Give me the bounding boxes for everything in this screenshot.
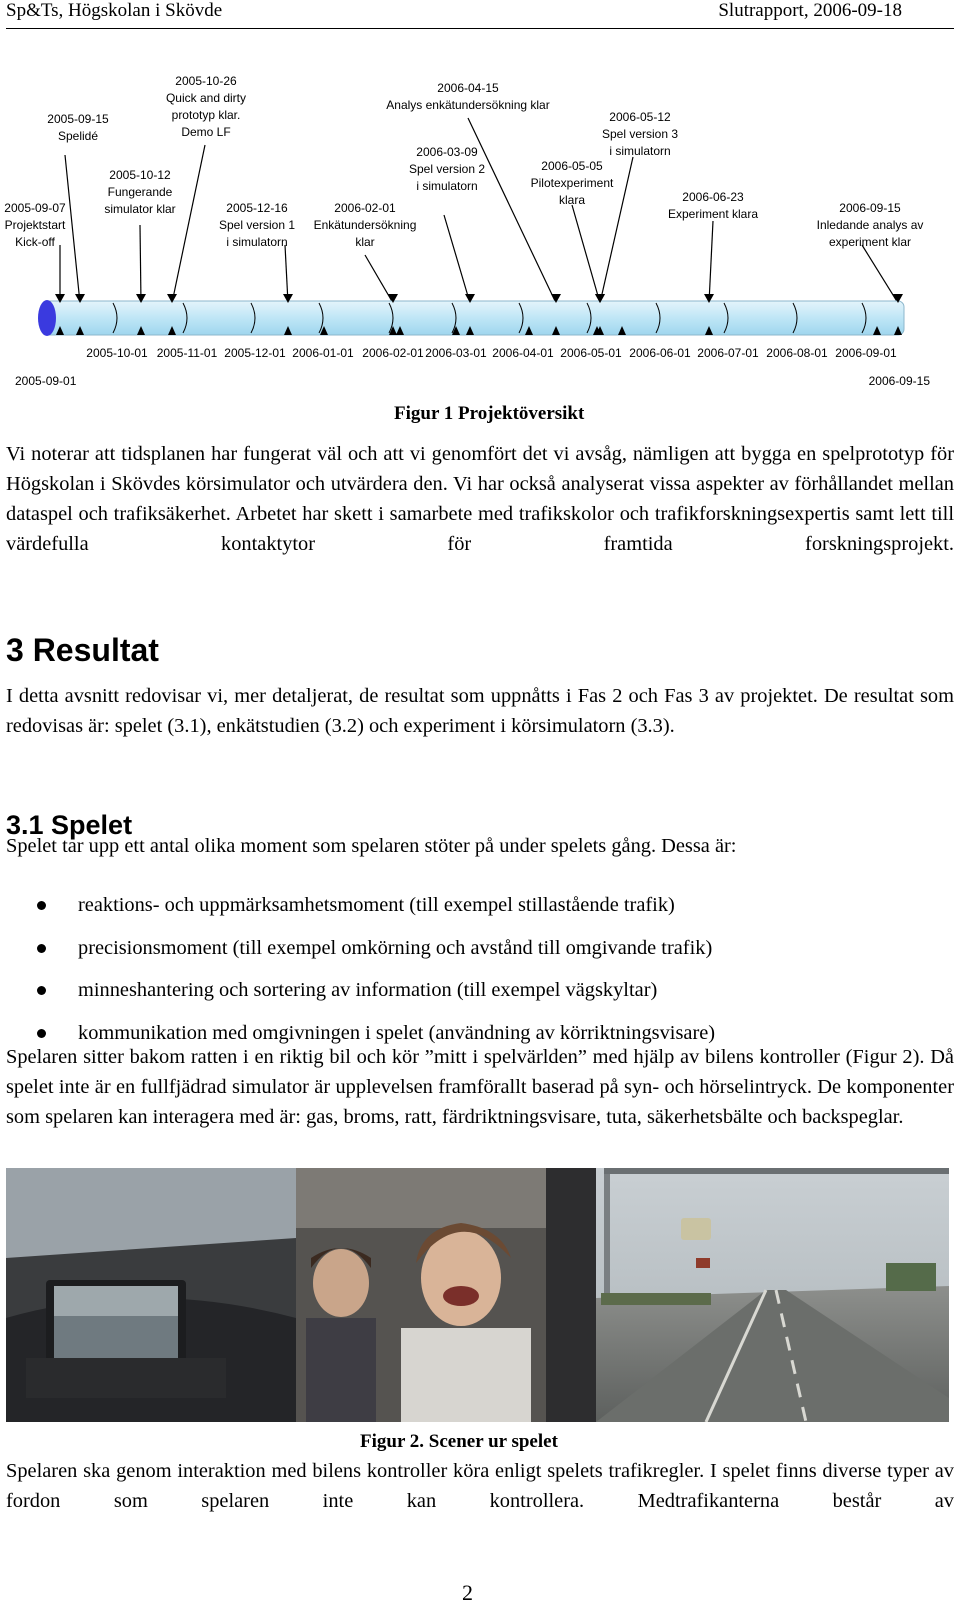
list-item: precisionsmoment (till exempel omkörning och avstånd till omgivande trafik) [0,933,950,976]
bullet-icon [37,901,46,910]
page-number: 2 [462,1580,473,1605]
paragraph-spelet-intro: Spelet tar upp ett antal olika moment som spelaren stöter på under spelets gång. Dessa är: [6,835,737,857]
event-pointer-line [65,155,80,303]
event-pointer-line [862,245,898,303]
timeline-start-label: 2005-09-01 [15,374,77,388]
month-tick-label: 2006-06-01 [629,346,691,360]
event-label: 2005-09-15 Spelidé [47,112,109,143]
game-scenes-photo [6,1168,949,1422]
event-label: 2006-05-05 Pilotexperiment klara [530,159,614,207]
figure2-caption: Figur 2. Scener ur spelet [360,1431,558,1452]
event-label: 2006-09-15 Inledande analys av experiment klar [816,201,924,249]
list-item: reaktions- och uppmärksamhetsmoment (till exempel stillastående trafik) [0,890,950,933]
paragraph-trafikregler: Spelaren ska genom interaktion med bilens kontroller köra enligt spelets trafikregler. I spelet finns diverse typer av fordon som spelaren inte kan kontrollera. Medtrafikanterna består av [6,1460,954,1512]
header-right: Slutrapport, 2006-09-18 [718,0,902,21]
timeline-end-label: 2006-09-15 [868,374,930,388]
timeline-start-marker [38,300,56,336]
paragraph-spelaren: Spelaren sitter bakom ratten i en riktig bil och kör ”mitt i spelvärlden” med hjälp av bilens kontroller (Figur 2). Då spelet inte är en fullfjädrad simulator är upplevelsen framförallt baserad på syn- och hörselintryck. De komponenter som spelaren kan interagera med är: gas, broms, ratt, färdriktningsvisare, tuta, säkerhetsbälte och backspeglar. [6,1046,954,1128]
month-tick-label: 2006-03-01 [425,346,487,360]
paragraph-resultat-intro: I detta avsnitt redovisar vi, mer detaljerat, de resultat som uppnåtts i Fas 2 och Fas 3 av projektet. De resultat som redovisas är: spelet (3.1), enkätstudien (3.2) och experiment i körsimulatorn (3.3). [6,685,954,737]
event-label: 2006-05-12 Spel version 3 i simulatorn [601,110,679,158]
bullet-icon [37,986,46,995]
event-label: 2006-03-09 Spel version 2 i simulatorn [408,145,486,193]
moment-list [0,890,950,1060]
bullet-icon [37,1029,46,1038]
event-pointer-line [172,145,205,303]
event-label: 2006-04-15 Analys enkätundersökning klar [386,81,550,112]
month-tick-label: 2006-07-01 [697,346,759,360]
month-tick-label: 2005-11-01 [156,346,218,360]
list-item: minneshantering och sortering av information (till exempel vägskyltar) [0,975,950,1018]
event-label: 2005-10-26 Quick and dirty prototyp klar. Demo LF [165,74,247,139]
month-tick-label: 2005-10-01 [86,346,148,360]
project-timeline [0,55,960,405]
event-pointer-line [572,205,600,303]
section-title-resultat: 3 Resultat [6,632,159,668]
month-tick-label: 2006-04-01 [492,346,554,360]
figure1-caption: Figur 1 Projektöversikt [394,403,585,424]
event-pointer-line [444,215,470,303]
event-label: 2006-06-23 Experiment klara [667,190,759,221]
month-tick-label: 2006-09-01 [835,346,897,360]
list-item: kommunikation med omgivningen i spelet (användning av körriktningsvisare) [0,1018,950,1061]
month-tick-label: 2006-08-01 [766,346,828,360]
month-tick-label: 2006-05-01 [560,346,622,360]
month-tick-label: 2005-12-01 [224,346,286,360]
header-left: Sp&Ts, Högskolan i Skövde [6,0,223,21]
bullet-icon [37,944,46,953]
header-rule [6,28,954,29]
paragraph-timeline-summary: Vi noterar att tidsplanen har fungerat väl och att vi genomfört det vi avsåg, nämligen att bygga en spelprototyp för Högskolan i Skövdes körsimulator och utvärdera den. Vi har också analyserat vissa aspekter av förhållandet mellan dataspel och trafiksäkerhet. Arbetet har skett i samarbete med trafikskolor och trafikforskningsexpertis samt lett till värdefulla kontaktytor för framtida forskningsprojekt. [6,443,954,555]
subsection-title-spelet: 3.1 Spelet [6,810,133,840]
event-pointer-line [365,255,393,303]
event-label: 2006-02-01 Enkätundersökning klar [313,201,417,249]
event-pointer-line [468,118,556,303]
month-tick-label: 2006-01-01 [292,346,354,360]
event-label: 2005-09-07 Projektstart Kick-off [4,201,66,249]
event-label: 2005-12-16 Spel version 1 i simulatorn [218,201,296,249]
event-pointer-line [140,225,141,303]
event-label: 2005-10-12 Fungerande simulator klar [104,168,176,216]
event-pointer-line [709,221,713,303]
month-tick-label: 2006-02-01 [362,346,424,360]
